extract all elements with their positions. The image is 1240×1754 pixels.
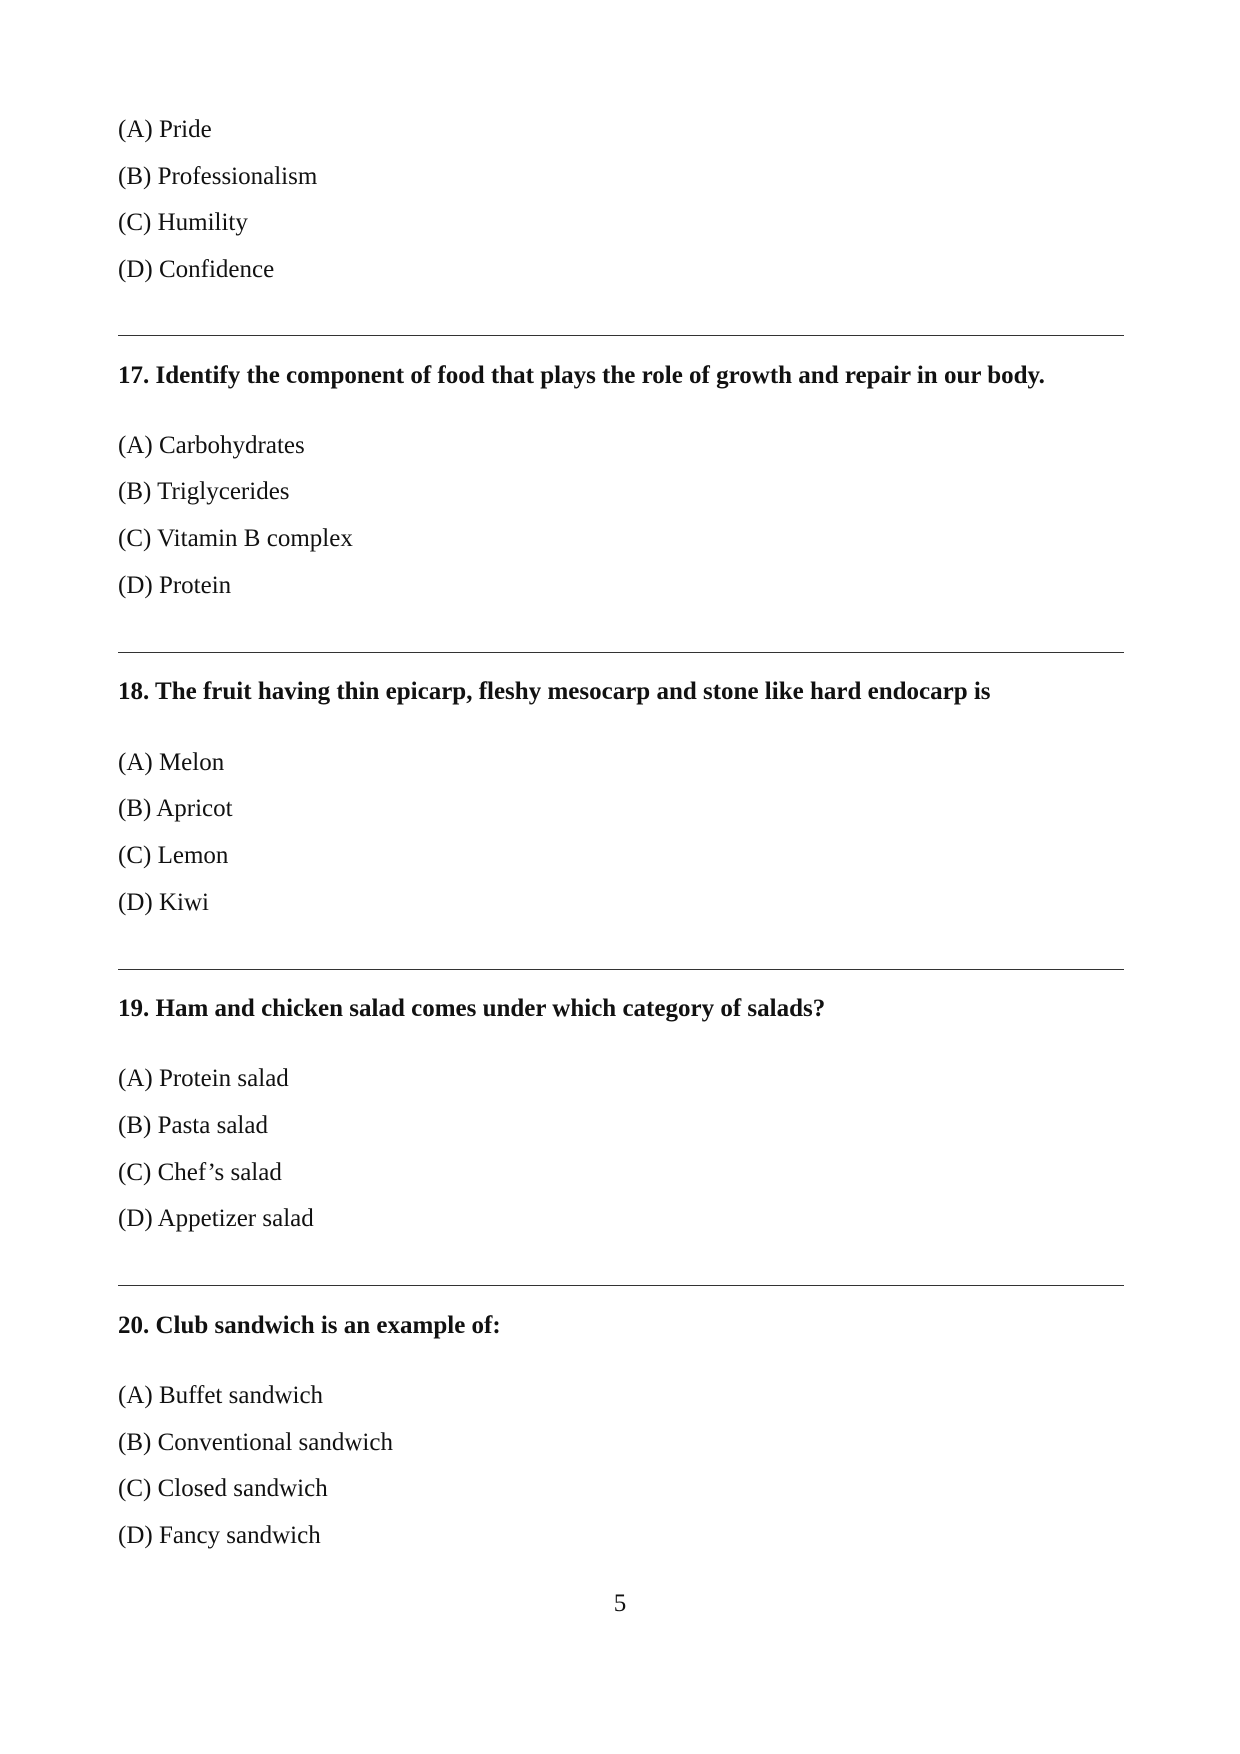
- divider: [118, 652, 1124, 653]
- q20-option-d: (D) Fancy sandwich: [118, 1522, 321, 1549]
- q17-question: 17. Identify the component of food that plays the role of growth and repair in our body.: [118, 362, 1045, 389]
- q20-question: 20. Club sandwich is an example of:: [118, 1312, 501, 1339]
- q16-option-d: (D) Confidence: [118, 256, 275, 283]
- q19-option-d: (D) Appetizer salad: [118, 1205, 314, 1232]
- q17-option-a: (A) Carbohydrates: [118, 432, 305, 459]
- divider: [118, 335, 1124, 336]
- q19-option-b: (B) Pasta salad: [118, 1112, 268, 1139]
- q18-option-a: (A) Melon: [118, 749, 225, 776]
- q17-option-c: (C) Vitamin B complex: [118, 525, 353, 552]
- q19-option-c: (C) Chef’s salad: [118, 1159, 282, 1186]
- q18-option-b: (B) Apricot: [118, 795, 233, 822]
- divider: [118, 969, 1124, 970]
- q19-option-a: (A) Protein salad: [118, 1065, 289, 1092]
- q16-option-a: (A) Pride: [118, 116, 212, 143]
- q18-question: 18. The fruit having thin epicarp, fleshy mesocarp and stone like hard endocarp is: [118, 678, 991, 705]
- q18-option-d: (D) Kiwi: [118, 889, 209, 916]
- q16-option-b: (B) Professionalism: [118, 163, 318, 190]
- q19-question: 19. Ham and chicken salad comes under which category of salads?: [118, 995, 826, 1022]
- q20-option-c: (C) Closed sandwich: [118, 1475, 328, 1502]
- q17-option-b: (B) Triglycerides: [118, 478, 290, 505]
- page-number: 5: [613, 1590, 627, 1617]
- q16-option-c: (C) Humility: [118, 209, 248, 236]
- q20-option-a: (A) Buffet sandwich: [118, 1382, 324, 1409]
- q17-option-d: (D) Protein: [118, 572, 232, 599]
- divider: [118, 1285, 1124, 1286]
- q20-option-b: (B) Conventional sandwich: [118, 1429, 393, 1456]
- q18-option-c: (C) Lemon: [118, 842, 229, 869]
